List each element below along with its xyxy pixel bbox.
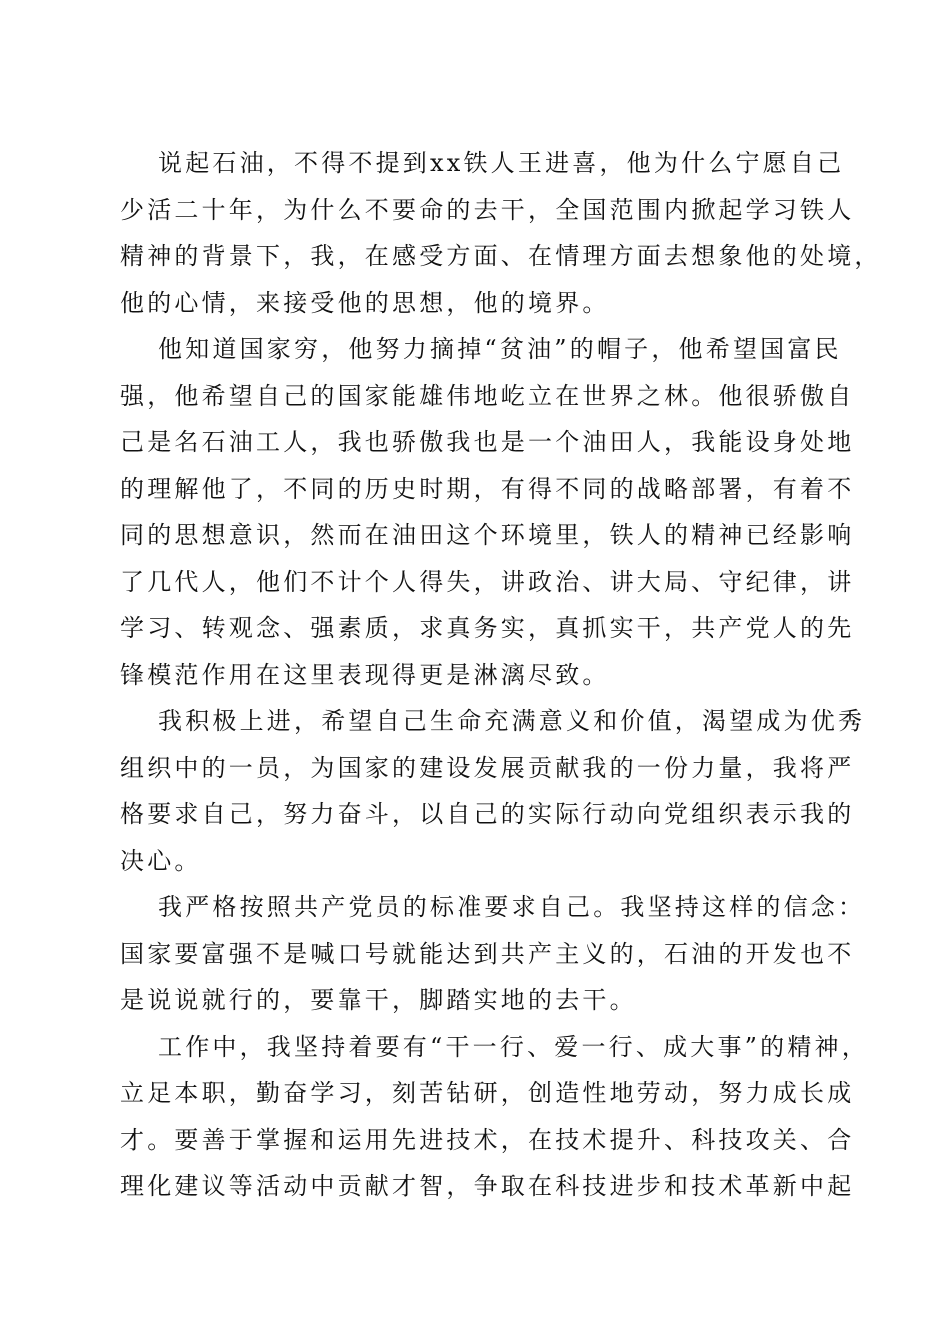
text-line: 才。要善于掌握和运用先进技术，在技术提升、科技攻关、合 bbox=[120, 1125, 855, 1154]
text-line: 理化建议等活动中贡献才智，争取在科技进步和技术革新中起 bbox=[120, 1172, 855, 1200]
paragraph bbox=[120, 884, 866, 1024]
text-line: 他的心情，来接受他的思想，他的境界。 bbox=[120, 288, 610, 317]
text-line: 同的思想意识，然而在油田这个环境里，铁人的精神已经影响 bbox=[120, 521, 855, 549]
document-body bbox=[120, 140, 882, 1210]
paragraph bbox=[120, 140, 882, 326]
text-line: 决心。 bbox=[120, 846, 202, 875]
text-line: 锋模范作用在这里表现得更是淋漓尽致。 bbox=[120, 660, 610, 689]
text-line: 立足本职，勤奋学习，刻苦钻研，创造性地劳动，努力成长成 bbox=[120, 1079, 855, 1107]
text-line: 他知道国家穷，他努力摘掉“贫油”的帽子，他希望国富民 bbox=[158, 335, 842, 363]
text-line: 我严格按照共产党员的标准要求自己。我坚持这样的信念： bbox=[158, 893, 866, 921]
text-line: 了几代人，他们不计个人得失，讲政治、讲大局、守纪律，讲 bbox=[120, 567, 855, 596]
text-line: 少活二十年，为什么不要命的去干，全国范围内掀起学习铁人 bbox=[120, 195, 855, 224]
text-line: 精神的背景下，我，在感受方面、在情理方面去想象他的处境， bbox=[120, 242, 882, 270]
text-line: 的理解他了，不同的历史时期，有得不同的战略部署，有着不 bbox=[120, 474, 855, 503]
text-line: 己是名石油工人，我也骄傲我也是一个油田人，我能设身处地 bbox=[120, 428, 855, 456]
text-line: 我积极上进，希望自己生命充满意义和价值，渴望成为优秀 bbox=[158, 707, 866, 735]
text-line: 工作中，我坚持着要有“干一行、爱一行、成大事”的精神， bbox=[158, 1032, 869, 1061]
paragraph bbox=[120, 1024, 869, 1210]
text-line: 格要求自己，努力奋斗，以自己的实际行动向党组织表示我的 bbox=[120, 800, 855, 828]
text-line: 组织中的一员，为国家的建设发展贡献我的一份力量，我将严 bbox=[120, 753, 855, 782]
text-line: 国家要富强不是喊口号就能达到共产主义的，石油的开发也不 bbox=[120, 939, 855, 968]
text-line: 是说说就行的，要靠干，脚踏实地的去干。 bbox=[120, 986, 637, 1014]
paragraph bbox=[120, 698, 866, 884]
paragraph bbox=[120, 326, 855, 698]
text-line: 学习、转观念、强素质，求真务实，真抓实干，共产党人的先 bbox=[120, 614, 855, 642]
text-line: 强，他希望自己的国家能雄伟地屹立在世界之林。他很骄傲自 bbox=[120, 381, 855, 410]
text-line: 说起石油，不得不提到xx铁人王进喜，他为什么宁愿自己 bbox=[158, 149, 845, 177]
